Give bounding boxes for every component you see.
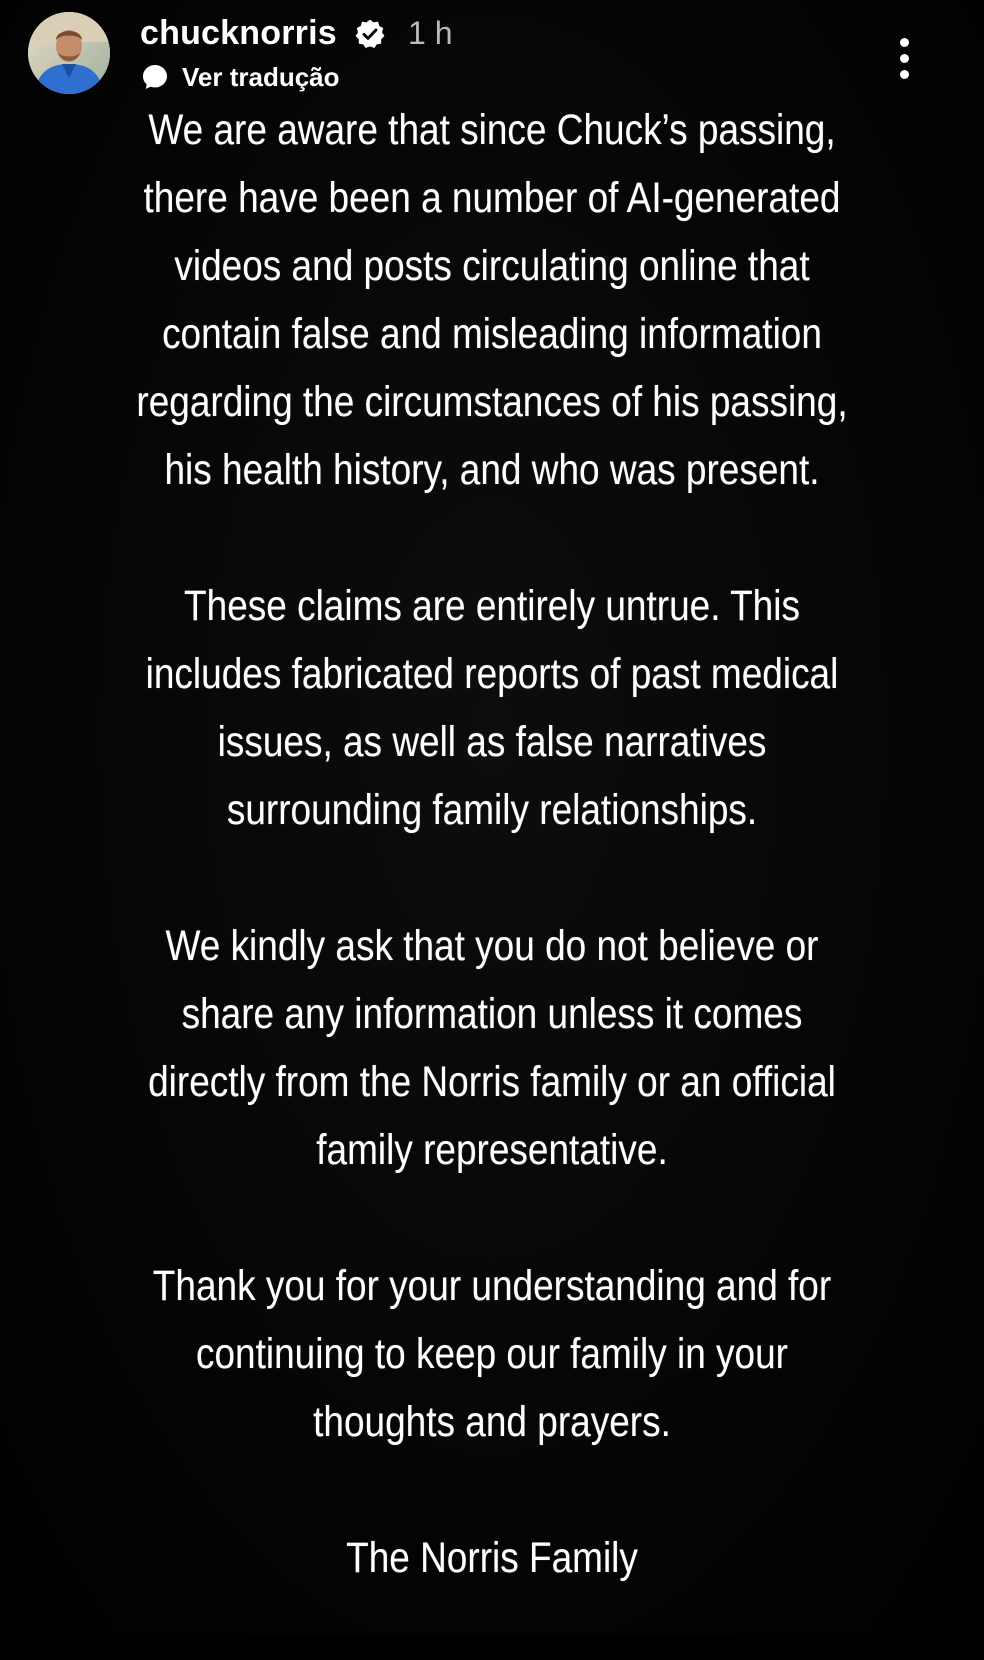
text-line: his health history, and who was present. — [164, 446, 820, 494]
text-line: includes fabricated reports of past medical — [145, 650, 839, 698]
verified-badge-icon — [354, 18, 386, 50]
timestamp: 1 h — [408, 15, 453, 51]
text-line: videos and posts circulating online that — [174, 242, 810, 290]
avatar-image — [28, 12, 110, 94]
story-message — [86, 96, 898, 1660]
text-line: regarding the circumstances of his passing, — [136, 378, 848, 426]
text-line: there have been a number of AI-generated — [143, 174, 841, 222]
message-signature — [86, 1524, 898, 1592]
message-paragraph-1 — [86, 96, 898, 504]
username[interactable]: chucknorris — [140, 14, 337, 52]
text-line: directly from the Norris family or an official — [148, 1058, 836, 1106]
text-line: issues, as well as false narratives — [217, 718, 767, 766]
more-vertical-icon[interactable] — [892, 38, 916, 86]
story-header — [28, 12, 958, 96]
message-paragraph-4 — [86, 1252, 898, 1456]
text-line: These claims are entirely untrue. This — [184, 582, 800, 630]
translate-button[interactable] — [140, 60, 340, 94]
translate-label: Ver tradução — [182, 62, 340, 92]
message-paragraph-3 — [86, 912, 898, 1184]
chat-bubble-icon — [140, 62, 170, 92]
message-paragraph-2 — [86, 572, 898, 844]
text-line: continuing to keep our family in your — [195, 1330, 789, 1378]
text-line: Thank you for your understanding and for — [152, 1262, 832, 1310]
text-line: We are aware that since Chuck’s passing, — [148, 106, 836, 154]
text-line: family representative. — [316, 1126, 668, 1174]
avatar[interactable] — [28, 12, 110, 94]
text-line: thoughts and prayers. — [313, 1398, 671, 1446]
signature-line: The Norris Family — [346, 1534, 638, 1582]
text-line: share any information unless it comes — [181, 990, 803, 1038]
text-line: We kindly ask that you do not believe or — [165, 922, 819, 970]
text-line: surrounding family relationships. — [226, 786, 758, 834]
text-line: contain false and misleading information — [162, 310, 822, 358]
